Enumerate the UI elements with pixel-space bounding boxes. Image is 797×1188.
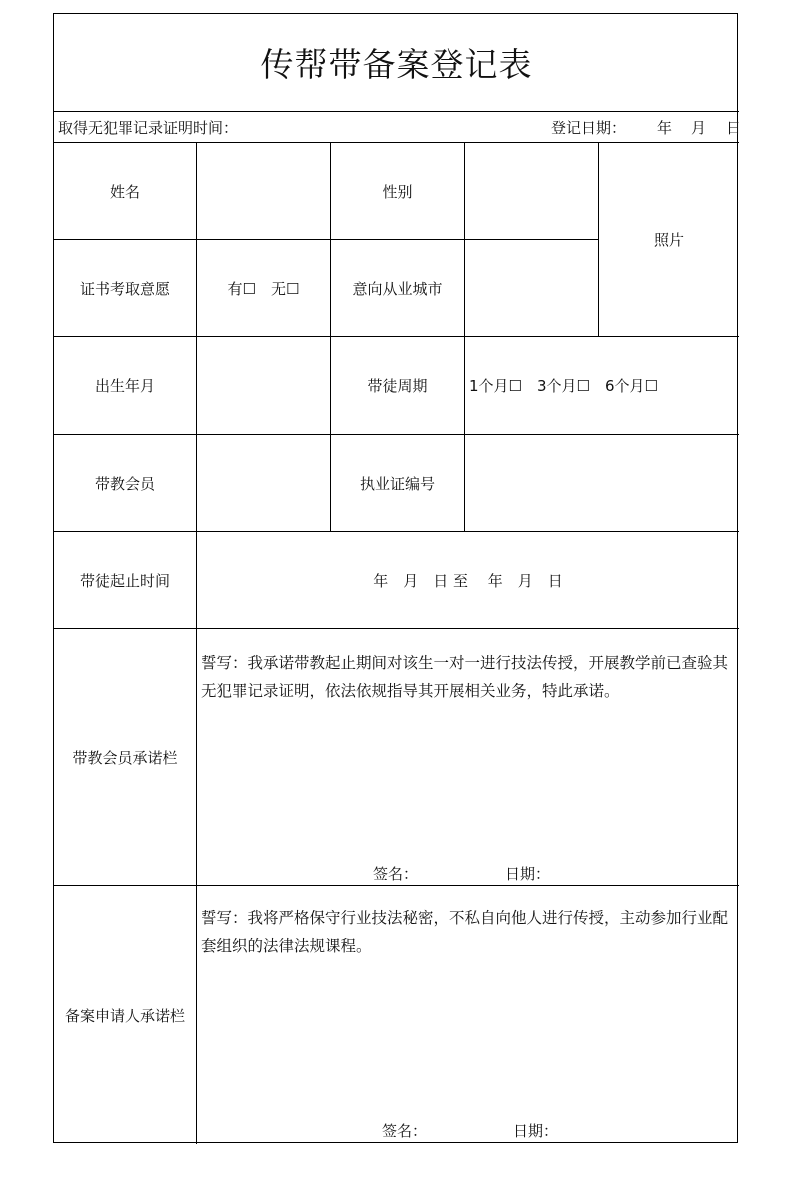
register-year-label: 年 [657, 119, 673, 137]
gender-field[interactable] [465, 143, 598, 239]
applicant-date-label: 日期： [513, 1122, 559, 1140]
register-month-label: 月 [691, 119, 707, 137]
cert-intent-options[interactable]: 有☐ 无☐ [227, 279, 300, 298]
applicant-pledge-text: 誓写：我将严格保守行业技法秘密，不私自向他人进行传授，主动参加行业配套组织的法律法规课程。 [201, 909, 729, 955]
registration-form [53, 13, 742, 1143]
applicant-sign-label: 签名： [382, 1122, 428, 1140]
city-field[interactable] [465, 240, 598, 336]
clearance-time-label: 取得无犯罪记录证明时间： [58, 119, 239, 137]
register-date-label: 登记日期： [551, 119, 627, 137]
photo-label: 照片 [653, 231, 684, 249]
city-label: 意向从业城市 [352, 279, 443, 298]
gender-label: 性别 [382, 182, 413, 201]
applicant-pledge-label: 备案申请人承诺栏 [64, 1006, 185, 1025]
divider [54, 111, 739, 112]
mentor-field[interactable] [197, 435, 330, 531]
birth-field[interactable] [197, 337, 330, 434]
page-title: 传帮带备案登记表 [260, 45, 533, 84]
mentor-label: 带教会员 [94, 474, 155, 493]
name-field[interactable] [197, 143, 330, 239]
name-label: 姓名 [109, 182, 140, 201]
apprentice-time-label: 带徒起止时间 [79, 571, 170, 590]
period-label: 带徒周期 [367, 377, 428, 395]
birth-label: 出生年月 [94, 377, 155, 395]
mentor-pledge-label: 带教会员承诺栏 [72, 748, 178, 767]
mentor-pledge-text: 誓写：我承诺带教起止期间对该生一对一进行技法传授，开展教学前已查验其无犯罪记录证明，依法依规指导其开展相关业务，特此承诺。 [201, 654, 729, 700]
mentor-sign-label: 签名： [373, 865, 419, 883]
apprentice-time-field[interactable]: 年 月 日 至 年 月 日 [373, 571, 563, 590]
register-day-label: 日 [726, 119, 742, 137]
mentor-date-label: 日期： [505, 865, 551, 883]
cert-intent-label: 证书考取意愿 [79, 279, 170, 298]
license-field[interactable] [465, 435, 739, 531]
period-options[interactable]: 1个月☐ 3个月☐ 6个月☐ [469, 377, 658, 395]
license-label: 执业证编号 [359, 474, 435, 493]
